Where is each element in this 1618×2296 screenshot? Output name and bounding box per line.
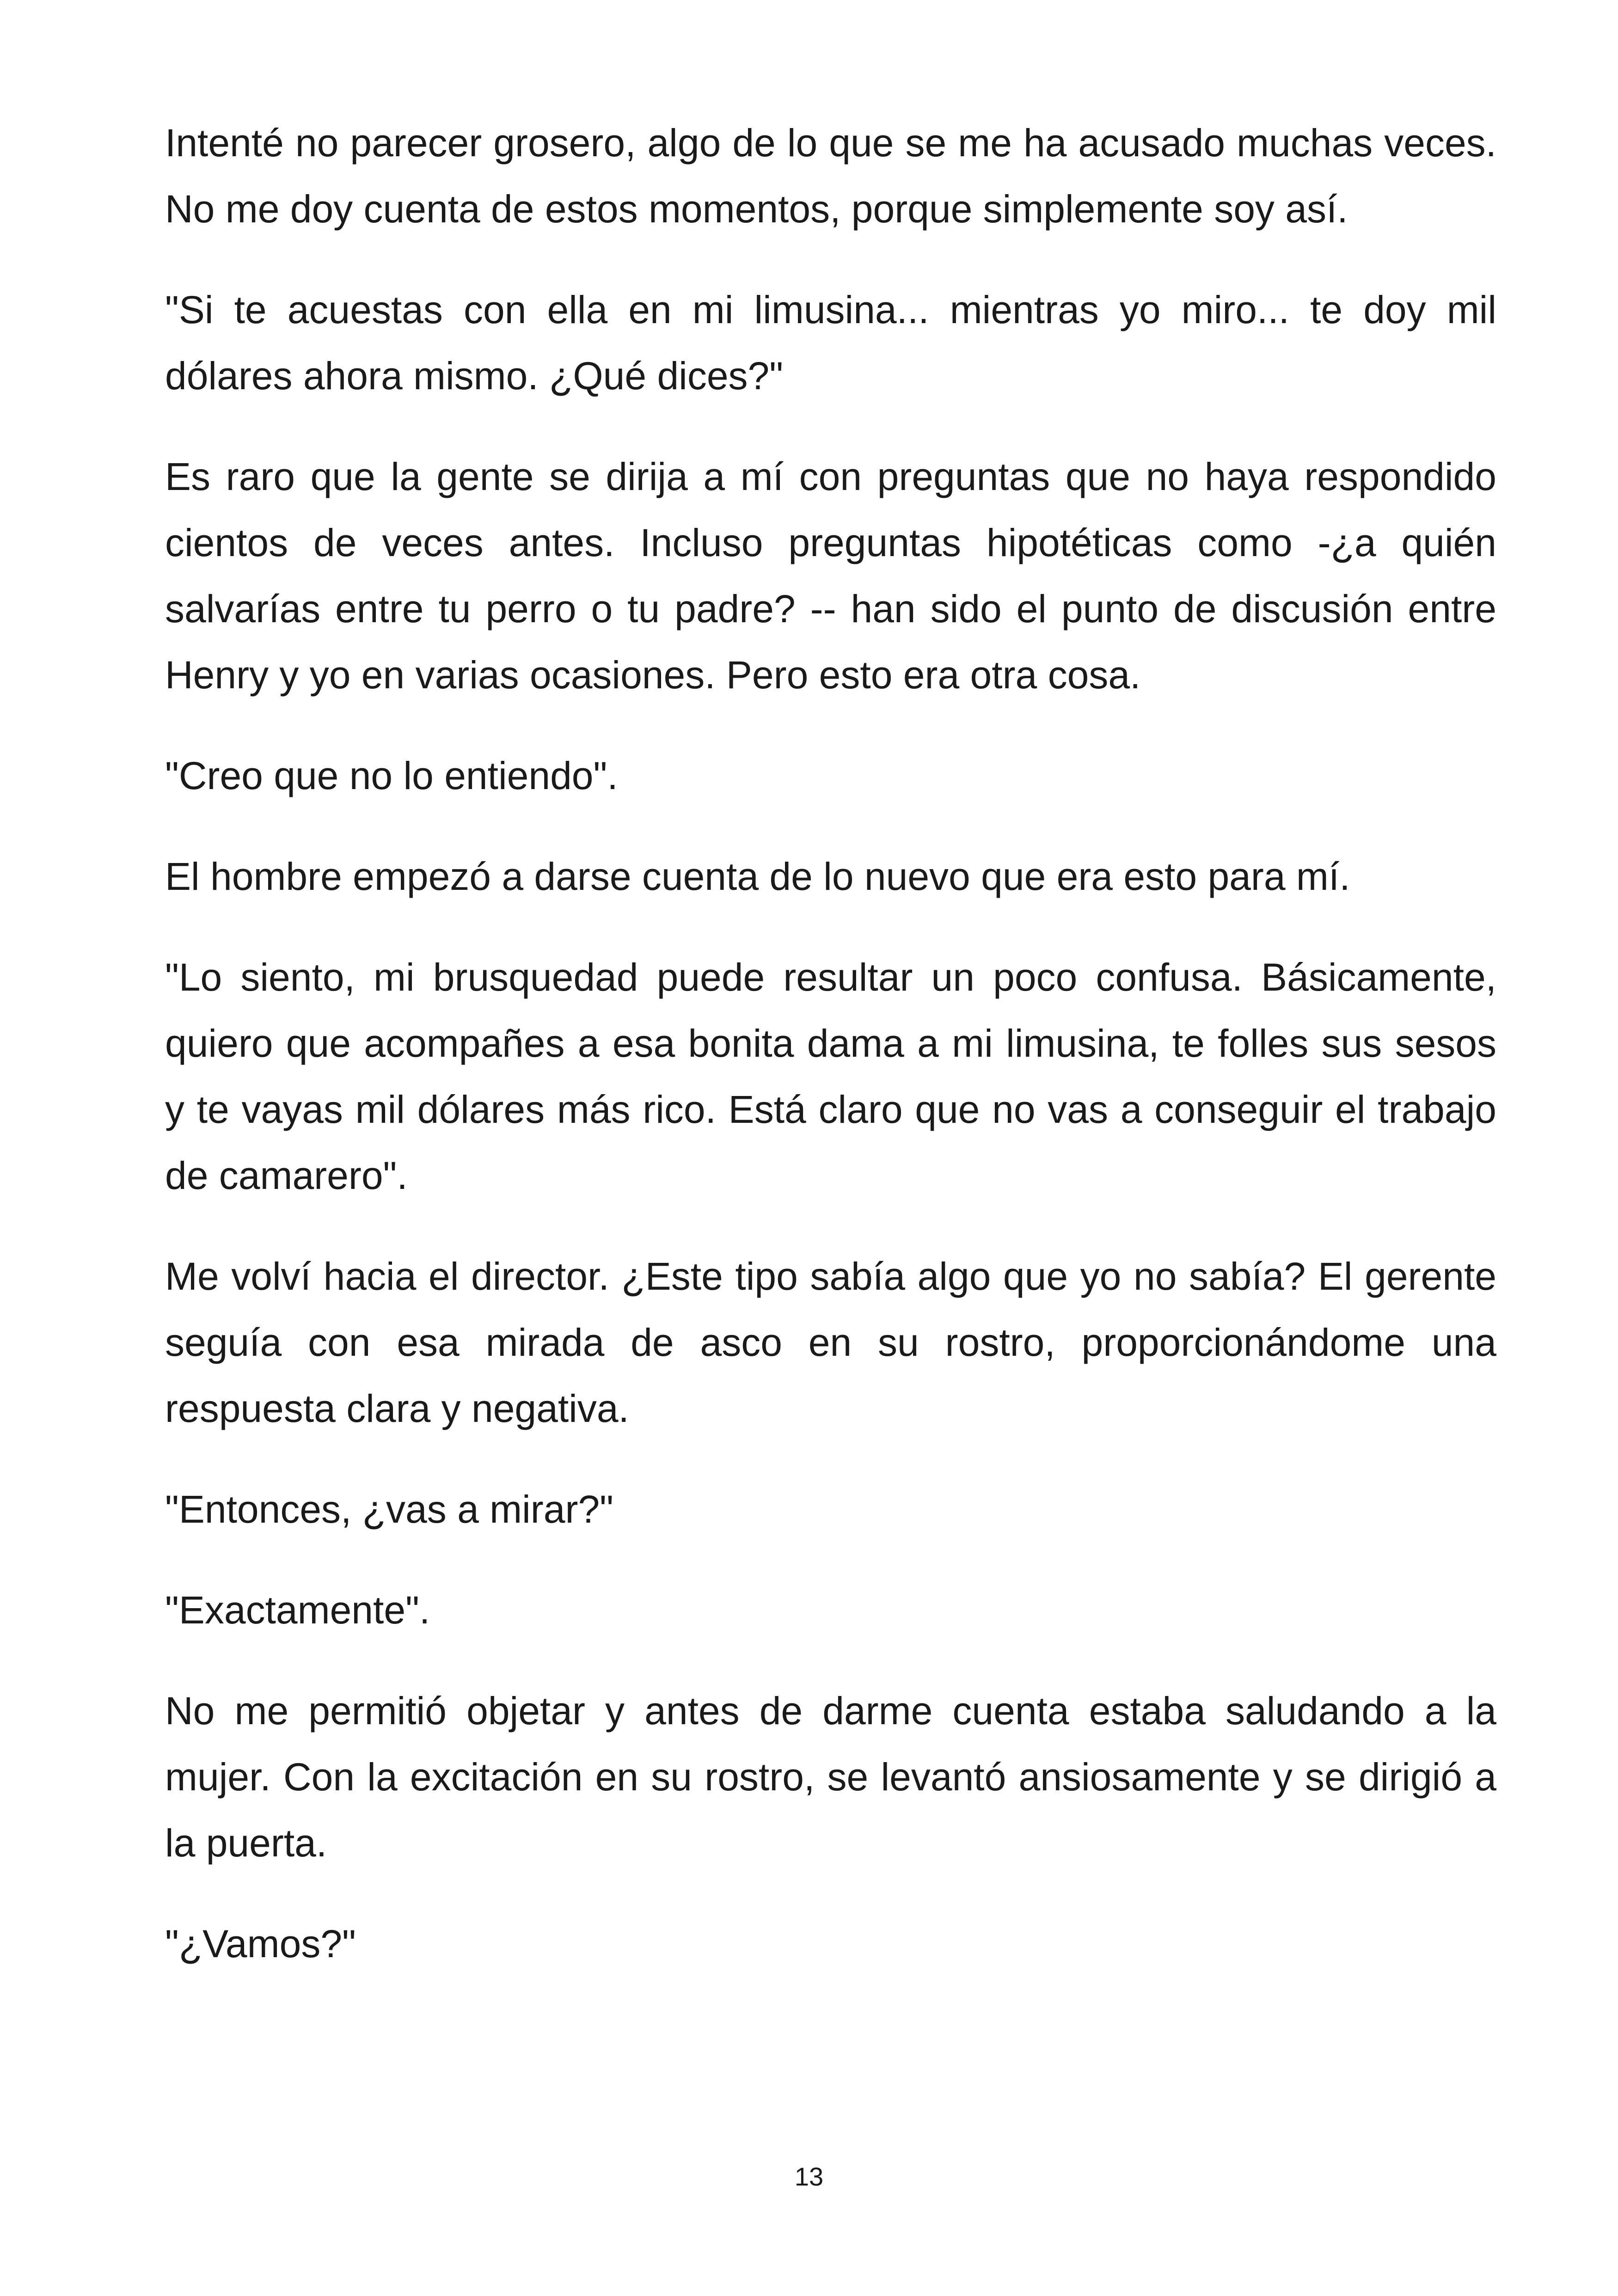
paragraph: "Creo que no lo entiendo". [165,754,618,797]
paragraph: "Entonces, ¿vas a mirar?" [165,1488,613,1531]
body-text [165,110,1496,2012]
paragraph: Me volví hacia el director. ¿Este tipo sabía algo que yo no sabía? El gerente seguía con esa mirada de asco en su rostro, proporcionándome una respuesta clara y negativa. [165,1255,1496,1430]
paragraph: Es raro que la gente se dirija a mí con preguntas que no haya respondido cientos de veces antes. Incluso preguntas hipotéticas como -¿a quién salvarías entre tu perro o tu padre? -- han sido el punto de discusión entre Henry y yo en varias ocasiones. Pero esto era otra cosa. [165,455,1496,697]
paragraph: "Lo siento, mi brusquedad puede resultar un poco confusa. Básicamente, quiero que acompañes a esa bonita dama a mi limusina, te folles sus sesos y te vayas mil dólares más rico. Está claro que no vas a conseguir el trabajo de camarero". [165,955,1496,1197]
paragraph: "Si te acuestas con ella en mi limusina... mientras yo miro... te doy mil dólares ahora mismo. ¿Qué dices?" [165,288,1496,398]
paragraph: Intenté no parecer grosero, algo de lo que se me ha acusado muchas veces. No me doy cuenta de estos momentos, porque simplemente soy así. [165,121,1496,231]
page-number: 13 [794,2162,824,2191]
paragraph: El hombre empezó a darse cuenta de lo nuevo que era esto para mí. [165,855,1350,898]
paragraph: "¿Vamos?" [165,1922,356,1965]
paragraph: No me permitió objetar y antes de darme cuenta estaba saludando a la mujer. Con la excitación en su rostro, se levantó ansiosamente y se dirigió a la puerta. [165,1689,1496,1865]
paragraph: "Exactamente". [165,1588,430,1632]
